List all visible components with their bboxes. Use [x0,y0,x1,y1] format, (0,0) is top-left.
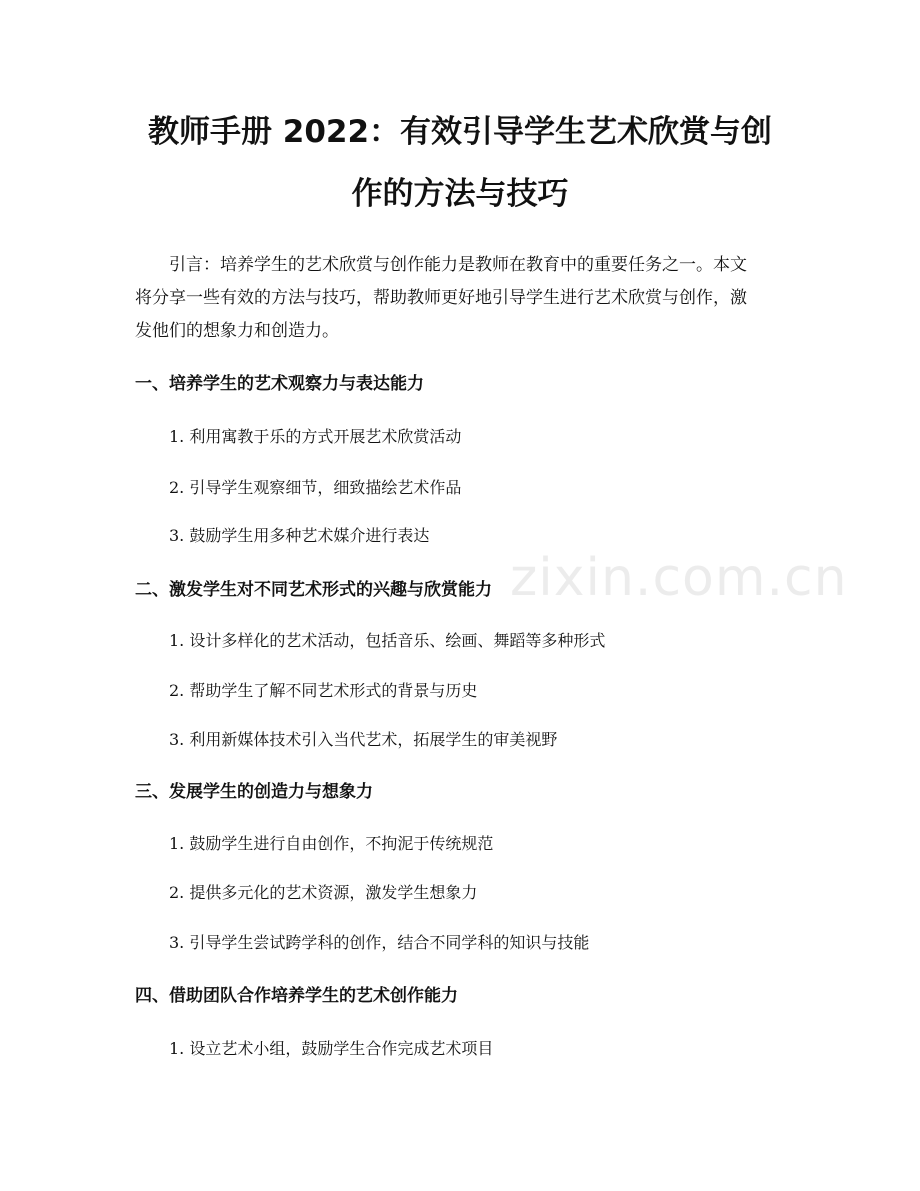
document-title-line-1: 教师手册 2022：有效引导学生艺术欣赏与创 [147,114,773,150]
list-item: 3. 利用新媒体技术引入当代艺术，拓展学生的审美视野 [169,730,558,749]
list-item: 3. 引导学生尝试跨学科的创作，结合不同学科的知识与技能 [169,933,590,952]
list-item: 2. 提供多元化的艺术资源，激发学生想象力 [169,883,478,902]
list-item: 1. 设计多样化的艺术活动，包括音乐、绘画、舞蹈等多种形式 [169,631,606,650]
document-title-line-2: 作的方法与技巧 [351,176,569,212]
list-item: 2. 帮助学生了解不同艺术形式的背景与历史 [169,681,478,700]
section-heading-3: 三、发展学生的创造力与想象力 [135,782,373,802]
section-heading-2: 二、激发学生对不同艺术形式的兴趣与欣赏能力 [135,580,492,600]
intro-line-3: 发他们的想象力和创造力。 [135,321,339,341]
list-item: 1. 利用寓教于乐的方式开展艺术欣赏活动 [169,427,462,446]
list-item: 1. 鼓励学生进行自由创作，不拘泥于传统规范 [169,834,494,853]
intro-line-1: 引言：培养学生的艺术欣赏与创作能力是教师在教育中的重要任务之一。本文 [169,255,747,275]
intro-paragraph [135,249,787,348]
section-heading-1: 一、培养学生的艺术观察力与表达能力 [135,374,424,394]
list-item: 1. 设立艺术小组，鼓励学生合作完成艺术项目 [169,1039,494,1058]
section-heading-4: 四、借助团队合作培养学生的艺术创作能力 [135,986,458,1006]
intro-line-2: 将分享一些有效的方法与技巧，帮助教师更好地引导学生进行艺术欣赏与创作，激 [135,288,747,308]
list-item: 2. 引导学生观察细节，细致描绘艺术作品 [169,478,462,497]
watermark: zixin.com.cn [510,548,848,608]
list-item: 3. 鼓励学生用多种艺术媒介进行表达 [169,526,430,545]
